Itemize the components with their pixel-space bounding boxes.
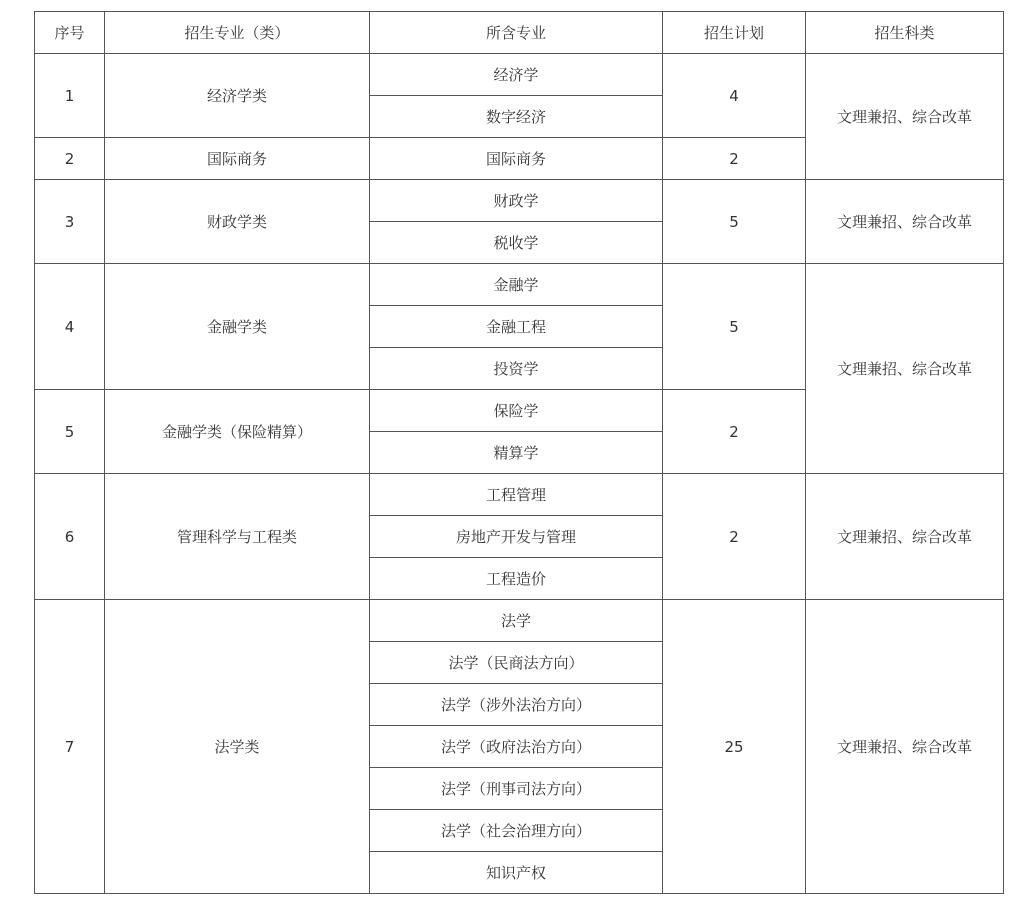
major-cell: 数字经济 [370, 96, 663, 138]
row-number: 1 [35, 54, 105, 138]
header-subject: 招生科类 [806, 12, 1004, 54]
plan-cell: 4 [663, 54, 806, 138]
table-row [35, 264, 1004, 306]
table-row [35, 180, 1004, 222]
major-cell: 知识产权 [370, 852, 663, 894]
header-no: 序号 [35, 12, 105, 54]
category-cell: 财政学类 [105, 180, 370, 264]
admissions-table [34, 11, 1004, 894]
major-cell: 经济学 [370, 54, 663, 96]
row-number: 3 [35, 180, 105, 264]
major-cell: 法学（政府法治方向） [370, 726, 663, 768]
table-row [35, 54, 1004, 96]
category-cell: 金融学类 [105, 264, 370, 390]
plan-cell: 2 [663, 138, 806, 180]
row-number: 6 [35, 474, 105, 600]
table-row [35, 474, 1004, 516]
table-body [35, 54, 1004, 894]
major-cell: 国际商务 [370, 138, 663, 180]
category-cell: 法学类 [105, 600, 370, 894]
major-cell: 投资学 [370, 348, 663, 390]
plan-cell: 5 [663, 264, 806, 390]
major-cell: 金融学 [370, 264, 663, 306]
subject-cell: 文理兼招、综合改革 [806, 180, 1004, 264]
header-plan: 招生计划 [663, 12, 806, 54]
category-cell: 经济学类 [105, 54, 370, 138]
row-number: 4 [35, 264, 105, 390]
header-majors: 所含专业 [370, 12, 663, 54]
subject-cell: 文理兼招、综合改革 [806, 54, 1004, 180]
major-cell: 工程造价 [370, 558, 663, 600]
subject-cell: 文理兼招、综合改革 [806, 474, 1004, 600]
category-cell: 管理科学与工程类 [105, 474, 370, 600]
major-cell: 金融工程 [370, 306, 663, 348]
major-cell: 精算学 [370, 432, 663, 474]
category-cell: 金融学类（保险精算） [105, 390, 370, 474]
major-cell: 法学（社会治理方向） [370, 810, 663, 852]
major-cell: 保险学 [370, 390, 663, 432]
header-row [35, 12, 1004, 54]
category-cell: 国际商务 [105, 138, 370, 180]
row-number: 7 [35, 600, 105, 894]
subject-cell: 文理兼招、综合改革 [806, 600, 1004, 894]
row-number: 5 [35, 390, 105, 474]
plan-cell: 2 [663, 390, 806, 474]
major-cell: 法学（民商法方向） [370, 642, 663, 684]
subject-cell: 文理兼招、综合改革 [806, 264, 1004, 474]
plan-cell: 5 [663, 180, 806, 264]
header-category: 招生专业（类） [105, 12, 370, 54]
major-cell: 法学（涉外法治方向） [370, 684, 663, 726]
major-cell: 财政学 [370, 180, 663, 222]
plan-cell: 25 [663, 600, 806, 894]
major-cell: 工程管理 [370, 474, 663, 516]
plan-cell: 2 [663, 474, 806, 600]
table-row [35, 600, 1004, 642]
major-cell: 房地产开发与管理 [370, 516, 663, 558]
row-number: 2 [35, 138, 105, 180]
major-cell: 税收学 [370, 222, 663, 264]
major-cell: 法学（刑事司法方向） [370, 768, 663, 810]
major-cell: 法学 [370, 600, 663, 642]
